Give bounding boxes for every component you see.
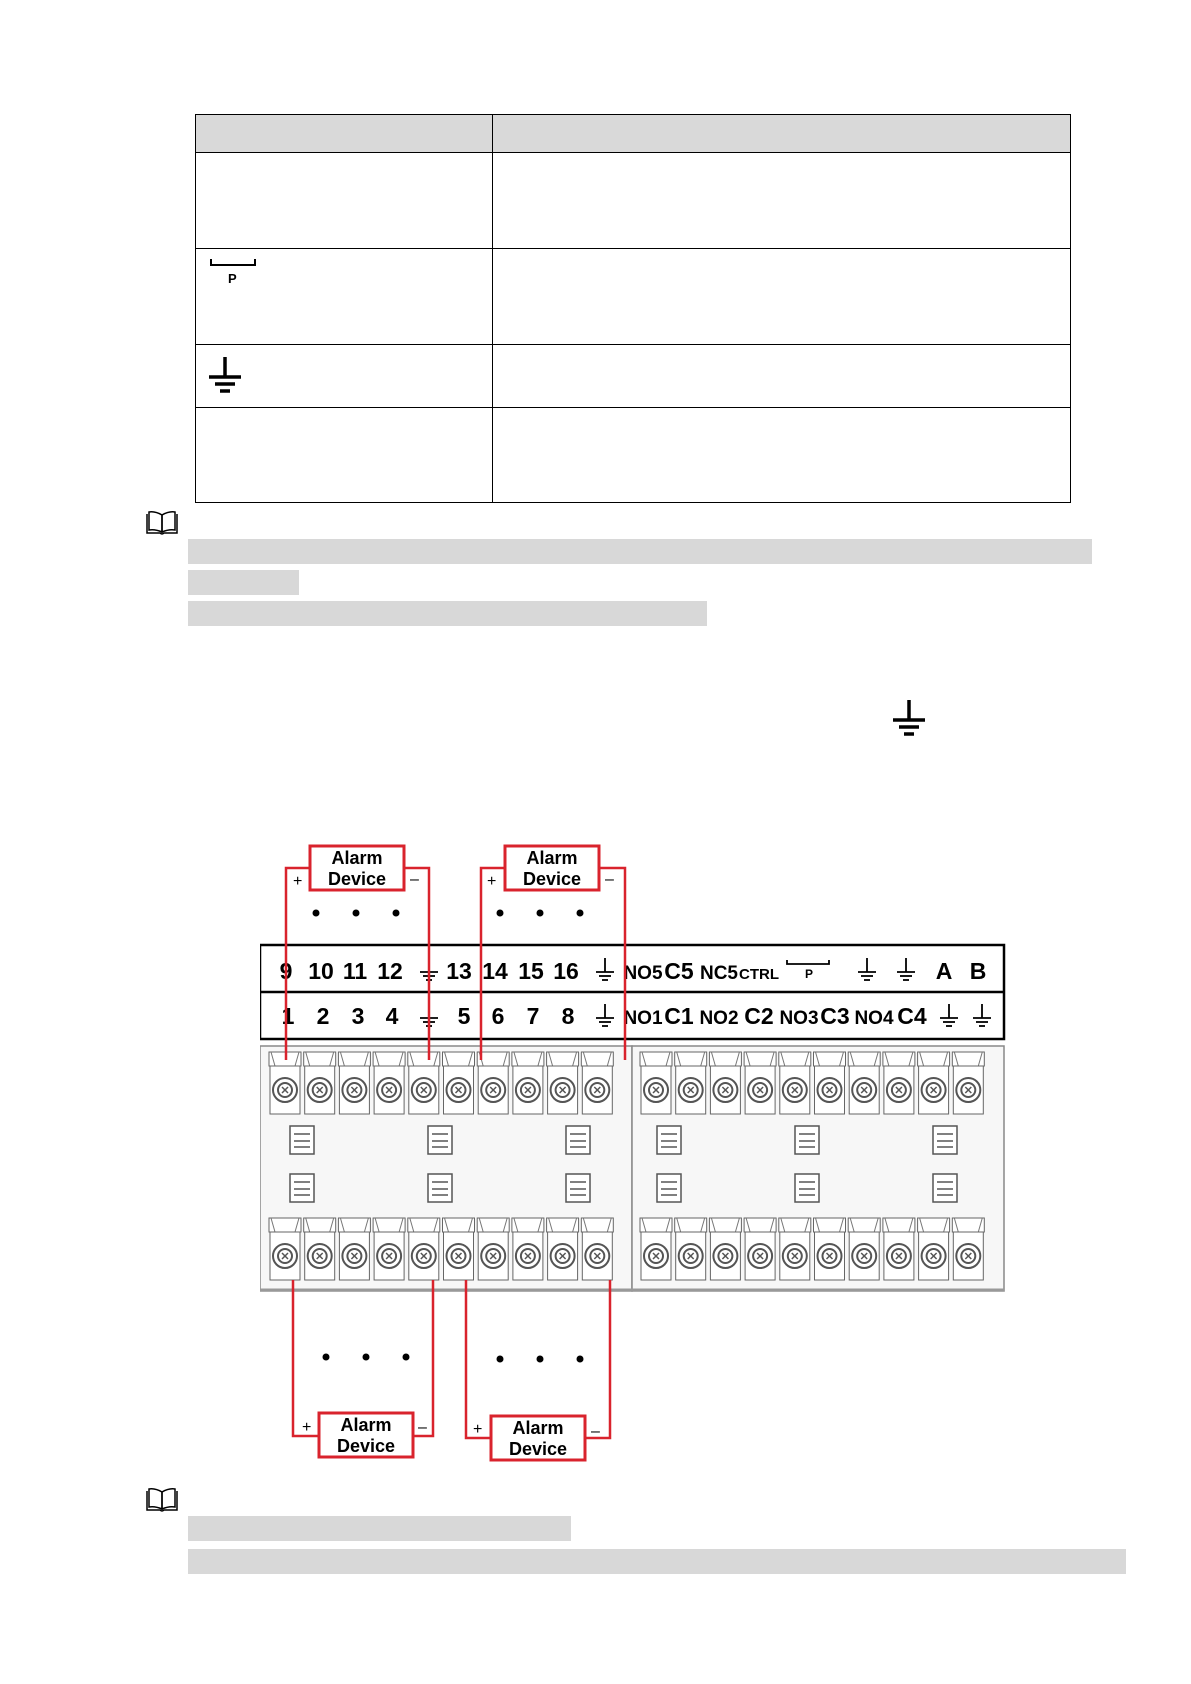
screw-terminal-top-8 <box>512 1052 544 1114</box>
alarm-device-bottom-right <box>473 1416 600 1460</box>
screw-terminal-top-4 <box>373 1052 405 1114</box>
top-label-9: 9 <box>279 958 293 984</box>
bottom-label-3: 3 <box>351 1003 365 1029</box>
top-label-nc5: NC5 <box>699 963 739 984</box>
top-label-no5: NO5 <box>623 963 663 984</box>
screw-terminal-top-2 <box>304 1052 336 1114</box>
alarm-label: Alarm <box>331 848 383 868</box>
screw-terminal-bottom-11 <box>640 1218 672 1280</box>
screw-terminal-bottom-3 <box>338 1218 370 1280</box>
clip-lower-5 <box>795 1174 819 1202</box>
clip-upper-2 <box>428 1126 452 1154</box>
screw-terminal-top-10 <box>581 1052 613 1114</box>
clip-lower-2 <box>428 1174 452 1202</box>
screw-terminal-bottom-14 <box>744 1218 776 1280</box>
screw-terminal-bottom-8 <box>512 1218 544 1280</box>
device-label: Device <box>508 1439 568 1459</box>
device-label: Device <box>327 869 387 889</box>
clip-lower-4 <box>657 1174 681 1202</box>
screw-terminal-top-3 <box>338 1052 370 1114</box>
plus-sign: + <box>487 873 497 890</box>
bottom-label-1: 1 <box>281 1003 295 1029</box>
screw-terminal-bottom-13 <box>709 1218 741 1280</box>
top-label-14: 14 <box>482 958 508 984</box>
screw-terminal-top-18 <box>883 1052 915 1114</box>
p-symbol-label: P <box>228 271 237 286</box>
screw-terminal-top-11 <box>640 1052 672 1114</box>
top-label-12: 12 <box>377 958 403 984</box>
top-label-c5: C5 <box>664 958 694 984</box>
bottom-label-no2: NO2 <box>699 1008 739 1029</box>
top-label-10: 10 <box>308 958 334 984</box>
screw-terminal-top-15 <box>779 1052 811 1114</box>
device-label: Device <box>336 1436 396 1456</box>
screw-terminal-top-1 <box>269 1052 301 1114</box>
screw-terminal-top-19 <box>918 1052 950 1114</box>
screw-terminal-top-17 <box>848 1052 880 1114</box>
top-label-a: A <box>935 958 953 984</box>
screw-terminal-top-20 <box>952 1052 984 1114</box>
bottom-label-7: 7 <box>526 1003 540 1029</box>
bottom-label-no4: NO4 <box>854 1008 894 1029</box>
clip-upper-3 <box>566 1126 590 1154</box>
bottom-label-c2: C2 <box>744 1003 774 1029</box>
bottom-label-8: 8 <box>561 1003 575 1029</box>
top-label-ctrl: CTRL <box>739 966 779 983</box>
plus-sign: + <box>302 1419 312 1436</box>
screw-terminal-bottom-2 <box>304 1218 336 1280</box>
screw-terminal-bottom-12 <box>675 1218 707 1280</box>
clip-lower-1 <box>290 1174 314 1202</box>
terminal-description-table <box>195 114 1071 503</box>
top-label-b: B <box>969 958 987 984</box>
alarm-device-top-right <box>487 846 614 890</box>
top-label-16: 16 <box>553 958 579 984</box>
clip-upper-6 <box>933 1126 957 1154</box>
screw-terminal-bottom-16 <box>814 1218 846 1280</box>
screw-terminal-top-16 <box>814 1052 846 1114</box>
screw-terminal-bottom-5 <box>408 1218 440 1280</box>
top-label-15: 15 <box>518 958 544 984</box>
screw-terminal-bottom-17 <box>848 1218 880 1280</box>
screw-terminal-bottom-9 <box>547 1218 579 1280</box>
screw-terminal-top-7 <box>477 1052 509 1114</box>
minus-sign: – <box>605 871 614 888</box>
screw-terminal-bottom-7 <box>477 1218 509 1280</box>
plus-sign: + <box>473 1421 483 1438</box>
screw-terminal-bottom-10 <box>581 1218 613 1280</box>
alarm-wiring-diagram <box>260 820 1010 1470</box>
top-label-13: 13 <box>446 958 472 984</box>
screw-terminal-top-9 <box>547 1052 579 1114</box>
ground-icon <box>891 698 935 742</box>
redacted-note-line <box>188 1516 571 1541</box>
note-book-icon <box>145 1487 179 1513</box>
bottom-label-no3: NO3 <box>779 1008 819 1029</box>
redacted-note-line <box>188 539 1092 564</box>
screw-terminal-bottom-19 <box>918 1218 950 1280</box>
minus-sign: – <box>410 871 419 888</box>
device-label: Device <box>522 869 582 889</box>
alarm-device-bottom-left <box>302 1413 427 1457</box>
screw-terminal-bottom-15 <box>779 1218 811 1280</box>
bottom-label-c4: C4 <box>897 1003 927 1029</box>
clip-upper-5 <box>795 1126 819 1154</box>
clip-lower-3 <box>566 1174 590 1202</box>
bottom-label-4: 4 <box>385 1003 399 1029</box>
minus-sign: – <box>418 1419 427 1436</box>
screw-terminal-top-12 <box>675 1052 707 1114</box>
clip-upper-1 <box>290 1126 314 1154</box>
minus-sign: – <box>591 1423 600 1440</box>
screw-terminal-top-14 <box>744 1052 776 1114</box>
redacted-note-line <box>188 1549 1126 1574</box>
p-symbol-label: P <box>804 967 814 981</box>
screw-terminal-bottom-18 <box>883 1218 915 1280</box>
screw-terminal-bottom-1 <box>269 1218 301 1280</box>
bottom-label-6: 6 <box>491 1003 505 1029</box>
screw-terminal-bottom-20 <box>952 1218 984 1280</box>
bottom-label-2: 2 <box>316 1003 330 1029</box>
top-label-11: 11 <box>342 958 368 984</box>
bottom-label-no1: NO1 <box>623 1008 663 1029</box>
redacted-note-line <box>188 601 707 626</box>
plus-sign: + <box>293 873 303 890</box>
screw-terminal-bottom-6 <box>443 1218 475 1280</box>
alarm-label: Alarm <box>512 1418 564 1438</box>
clip-upper-4 <box>657 1126 681 1154</box>
note-book-icon <box>145 510 179 536</box>
alarm-label: Alarm <box>526 848 578 868</box>
bottom-label-5: 5 <box>457 1003 471 1029</box>
redacted-note-line <box>188 570 299 595</box>
bottom-label-c3: C3 <box>820 1003 850 1029</box>
bottom-label-c1: C1 <box>664 1003 694 1029</box>
screw-terminal-bottom-4 <box>373 1218 405 1280</box>
screw-terminal-top-5 <box>408 1052 440 1114</box>
screw-terminal-top-6 <box>443 1052 475 1114</box>
screw-terminal-top-13 <box>709 1052 741 1114</box>
clip-lower-6 <box>933 1174 957 1202</box>
alarm-label: Alarm <box>340 1415 392 1435</box>
alarm-device-top-left <box>293 846 419 890</box>
